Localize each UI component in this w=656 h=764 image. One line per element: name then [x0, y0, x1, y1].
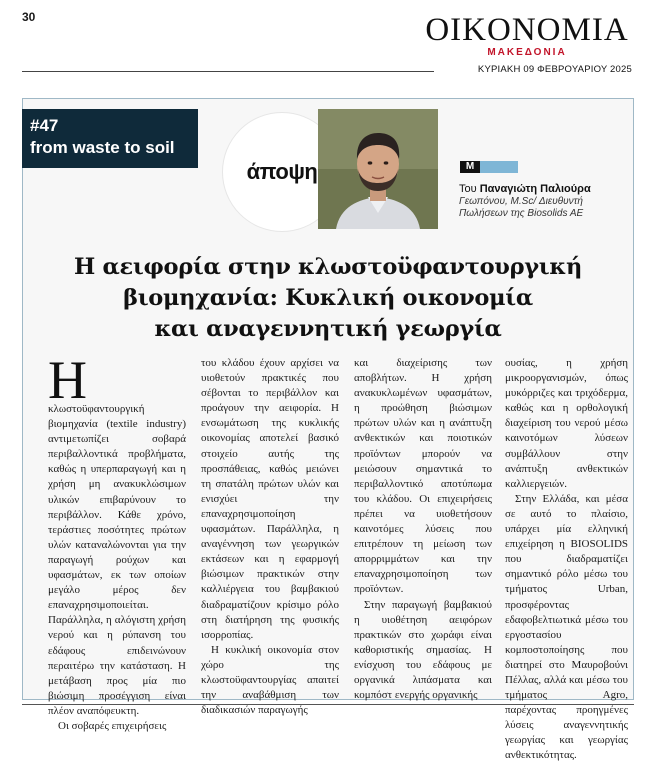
author-byline	[459, 183, 629, 220]
article-column-3	[354, 356, 492, 703]
paragraph: Στην παραγωγή βαμβακιού η υιοθέτηση αειφόρων πρακτικών στο χωράφι είναι καθοριστικής σημασίας. Η ενίσχυση του εδάφους με οργανικά λιπάσματα και κομπόστ ενεργής οργανικής	[354, 598, 492, 702]
logo-letter: M	[460, 161, 480, 173]
series-name: from waste to soil	[30, 138, 175, 157]
series-number: #47	[30, 116, 59, 135]
author-portrait-icon	[318, 109, 438, 229]
article-column-4	[505, 356, 628, 764]
publisher-logo	[460, 161, 518, 173]
paragraph: Στην Ελλάδα, και μέσα σε αυτό το πλαίσιο, υπάρχει μία ελληνική επιχείρηση η BIOSOLIDS που διαδραματίζει σημαντικό ρόλο μέσω του τμήματος Urban, προσφέροντας εδαφοβελτιωτικά μέσω του εργοστασίου κομποστοποίησης που διατηρεί στο Μαυροβούνι Πέλλας, αλλά και μέσω του τμήματος Agro, παρέχοντας προηγμένες λύσεις αναγεννητικής γεωργίας και γεωργίας ανθεκτικότητας.	[505, 492, 628, 762]
drop-cap: Η	[48, 350, 87, 410]
masthead-title: OIKONOMIA	[425, 12, 629, 48]
logo-bar	[480, 161, 518, 173]
paragraph: και διαχείρισης των αποβλήτων. Η χρήση ανακυκλωμένων υφασμάτων, η προώθηση βιώσιμων πρώτων υλών και η ανάπτυξη ανθεκτικών και ποιοτικών προϊόντων μπορούν να μειώσουν σημαντικά το περιβαλλοντικό αποτύπωμα του κλάδου. Οι επιχειρήσεις πρέπει να υιοθετήσουν καινοτόμες λύσεις που επιτρέπουν τη μείωση των απορριμμάτων και την επαναχρησιμοποίηση των προϊόντων.	[354, 357, 492, 596]
headline-line-2: βιομηχανία: Κυκλική οικονομία	[123, 285, 533, 311]
article-column-1	[48, 350, 186, 734]
masthead	[422, 14, 632, 58]
headline-line-3: και αναγεννητική γεωργία	[154, 316, 502, 342]
author-photo	[318, 109, 438, 229]
paragraph: Η κυκλική οικονομία στον χώρο της κλωστοϋφαντουργίας απαιτεί την αναβάθμιση των διαδικασιών παραγωγής	[201, 643, 339, 717]
date-line	[22, 64, 632, 78]
headline-line-1: Η αειφορία στην κλωστοϋφαντουργική	[73, 254, 583, 280]
masthead-subtitle: ΜΑΚΕΔΟΝΙΑ	[487, 47, 567, 58]
paragraph: Οι σοβαρές επιχειρήσεις	[58, 719, 167, 732]
issue-date: ΚΥΡΙΑΚΗ 09 ΦΕΒΡΟΥΑΡΙΟΥ 2025	[477, 64, 632, 75]
author-name: Παναγιώτη Παλιούρα	[479, 183, 591, 195]
author-role: Γεωπόνου, M.Sc/ Διευθυντή Πωλήσεων της Biosolids AE	[459, 196, 584, 219]
page-number: 30	[22, 10, 36, 24]
paragraph	[48, 350, 186, 719]
article-column-2	[201, 356, 339, 718]
header-rule	[22, 71, 434, 72]
article-headline	[40, 252, 616, 345]
bottom-rule	[22, 704, 634, 705]
series-badge	[22, 109, 198, 168]
paragraph: του κλάδου έχουν αρχίσει να υιοθετούν πρακτικές που σέβονται το περιβάλλον και προάγουν την αειφορία. Η ενσωμάτωση της κυκλικής οικονομίας αποτελεί βασικό στοιχείο αυτής της προσπάθειας, καθώς μειώνει τη σπατάλη πρώτων υλών και ενισχύει την επαναχρησιμοποίηση υφασμάτων. Παράλληλα, η αναγέννηση των γεωργικών εκτάσεων και η εφαρμογή βιώσιμων πρακτικών στην καλλιέργεια του βαμβακιού διαδραματίζουν κρίσιμο ρόλο στη διατήρηση της φυσικής ισορροπίας.	[201, 357, 339, 641]
paragraph-text: κλωστοϋφαντουργική βιομηχανία (textile industry) αντιμετωπίζει σοβαρά περιβαλλοντικά προβλήματα, καθώς η υπερπαραγωγή και η χρήση μη ανακυκλώσιμων υλικών επιβαρύνουν το περιβάλλον. Κάθε χρόνο, τεράστιες ποσότητες πρώτων υλών καταναλώνονται για την παραγωγή ρούχων και υφασμάτων, εκ των οποίων μεγάλο μέρος δεν επαναχρησιμοποιείται. Παράλληλα, η αλόγιστη χρήση νερού και η ρύπανση του εδάφους επιδεινώνουν περαιτέρω την κατάσταση. Η μετάβαση προς μία πιο βιώσιμη προσέγγιση είναι πλέον αναπόφευκτη.	[48, 403, 186, 717]
section-label: άποψη	[246, 159, 318, 184]
paragraph: ουσίας, η χρήση μικροοργανισμών, όπως μυκόρριζες και τριχόδερμα, καθώς και η ορθολογική διαχείριση του νερού μέσω καινοτόμων λύσεων συμβάλλουν στην ανάπτυξη ανθεκτικών καλλιεργειών.	[505, 357, 628, 490]
byline-prefix: Του	[459, 183, 477, 195]
